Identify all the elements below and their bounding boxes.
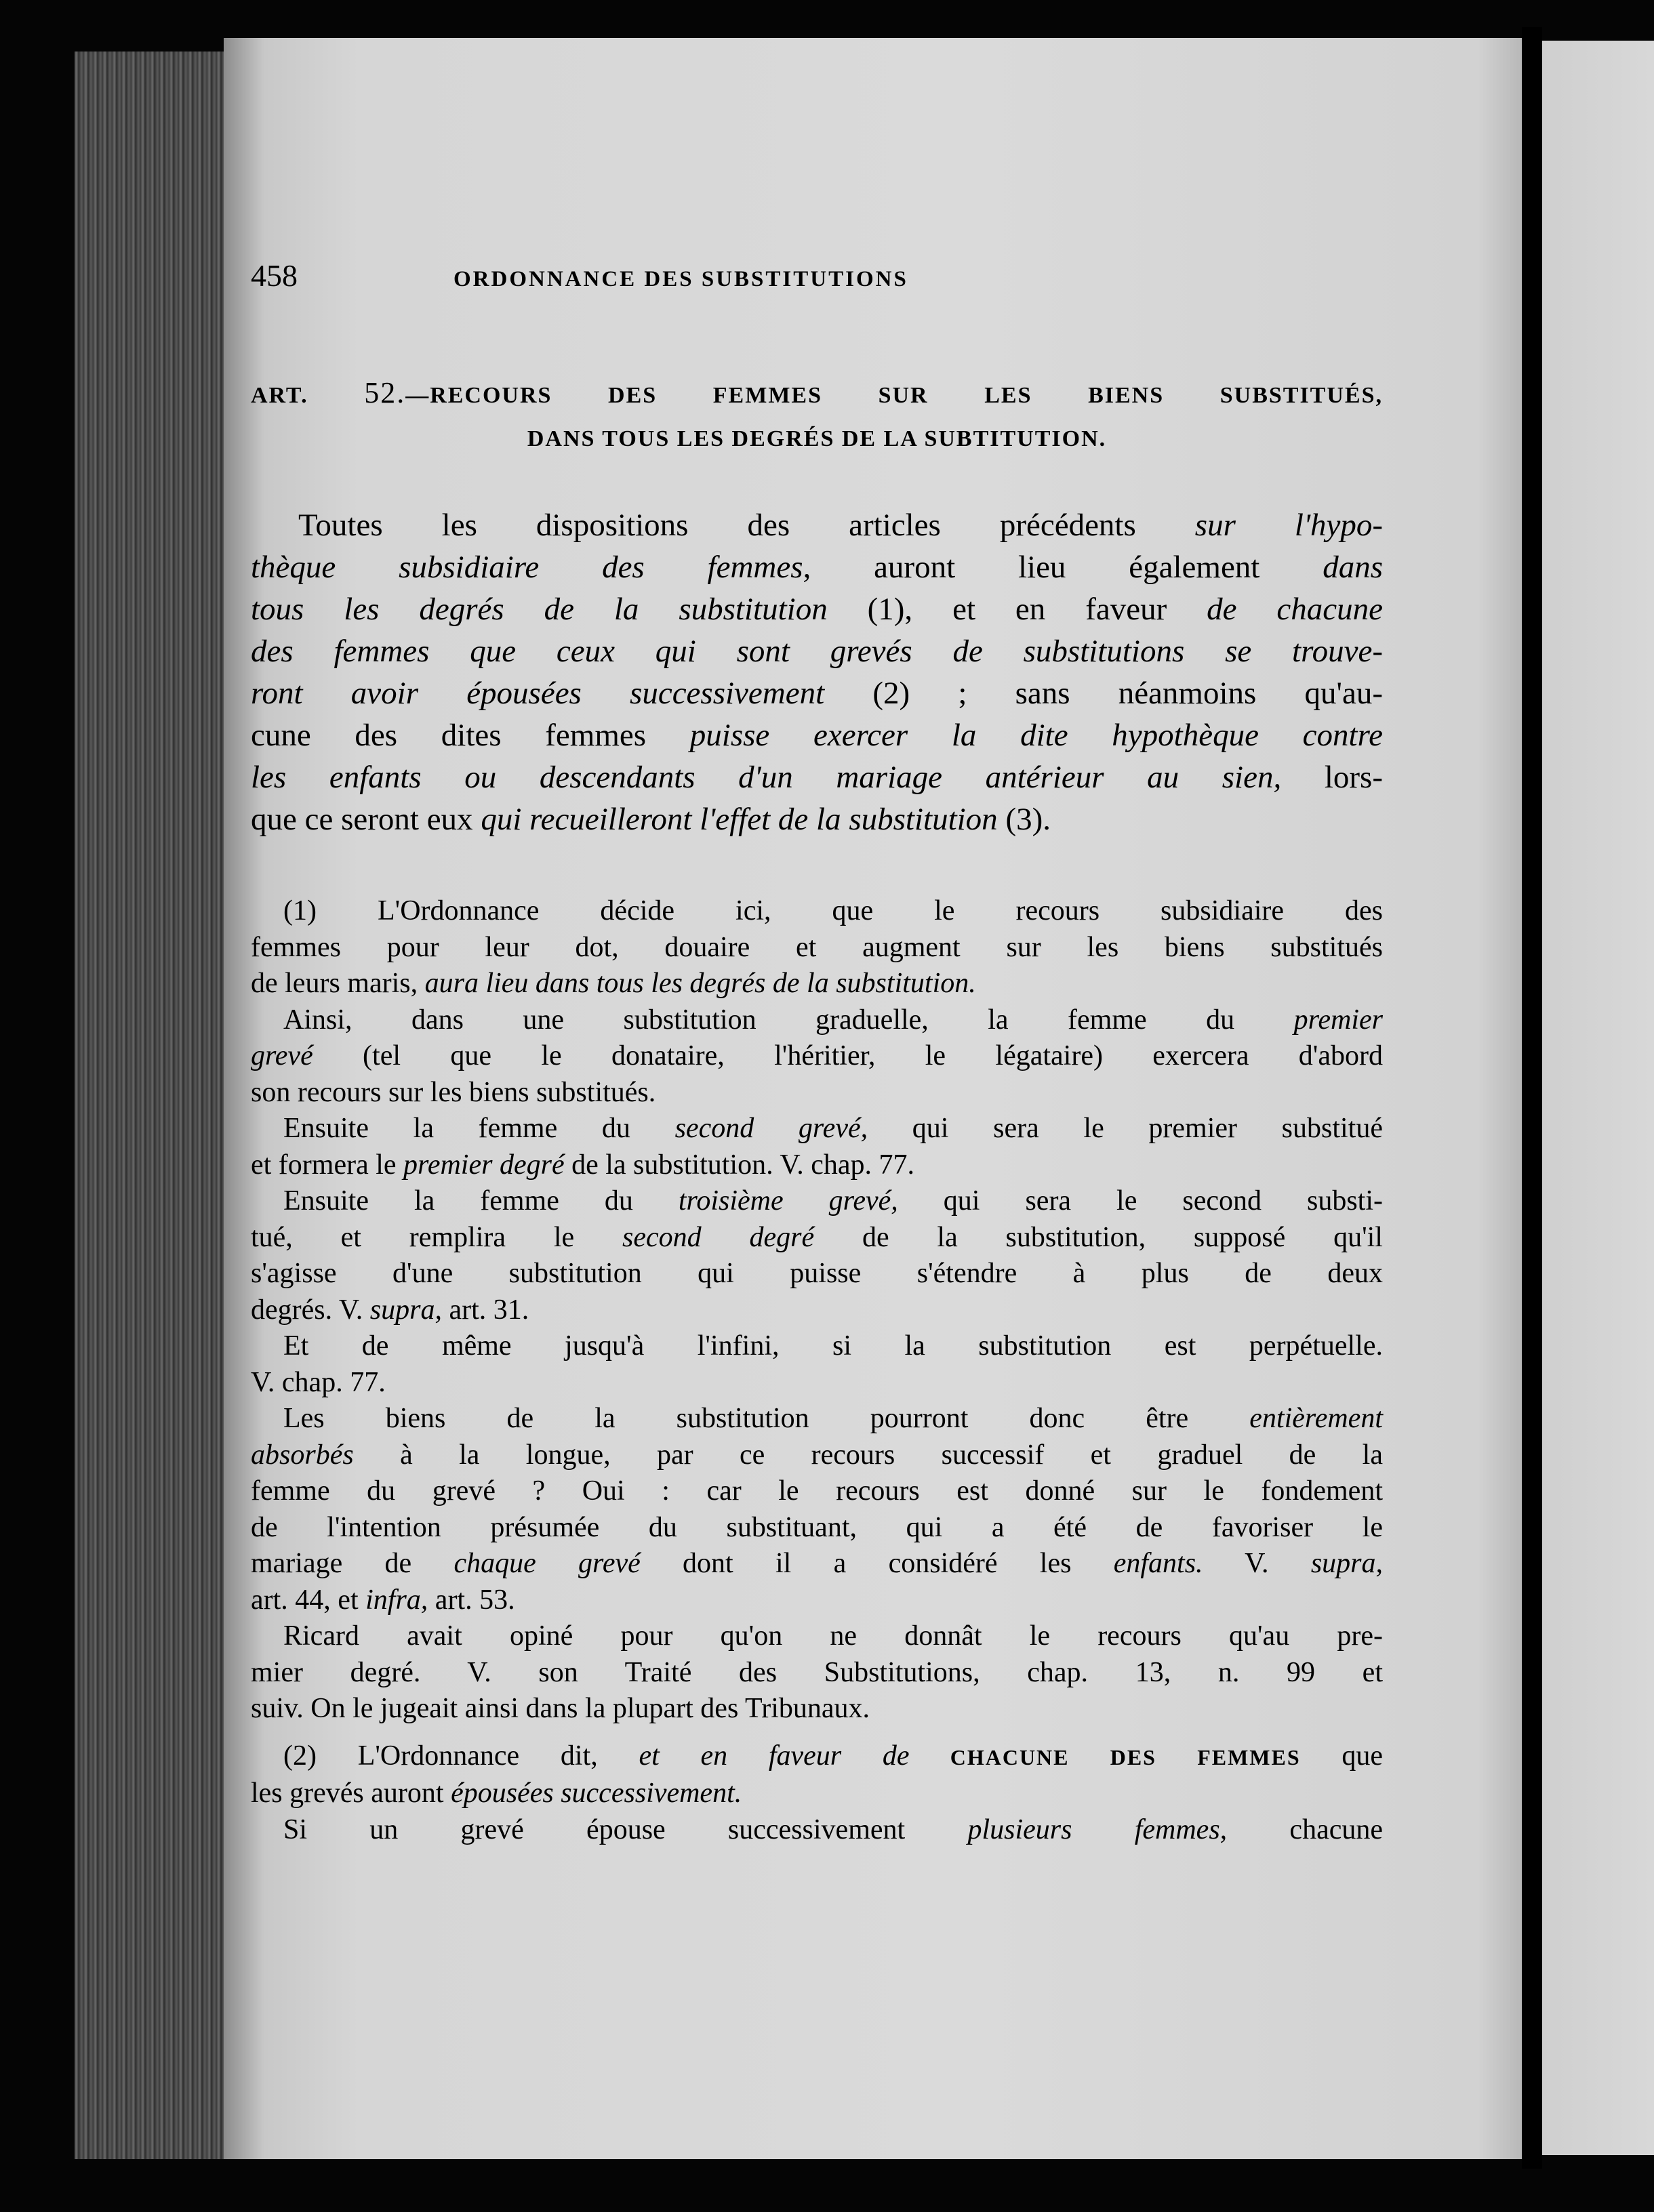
note-line: mier degré. V. son Traité des Substitutions, chap. 13, n. 99 et	[251, 1656, 1383, 1688]
text-span: de la substitution, supposé qu'il	[814, 1221, 1383, 1253]
italic-span: entièrement	[1249, 1403, 1383, 1434]
text-span: chacune	[1227, 1814, 1383, 1845]
page-number: 458	[251, 258, 298, 293]
text-span: Les biens de la substitution pourront donc être	[283, 1403, 1250, 1434]
text-span: (1), et en faveur	[827, 592, 1207, 627]
book-gutter	[1522, 27, 1542, 2169]
footnotes	[251, 893, 1383, 1848]
text-span: lors-	[1281, 760, 1384, 795]
italic-span: ront avoir épousées successivement	[251, 676, 825, 711]
note-line: de l'intention présumée du substituant, qui a été de favoriser le	[251, 1511, 1383, 1543]
italic-span: premier	[1293, 1004, 1383, 1036]
note-gap	[251, 1727, 1383, 1738]
text-line	[251, 546, 1383, 588]
italic-span: second degré	[622, 1221, 815, 1253]
text-span: mariage de	[251, 1548, 454, 1579]
italic-span: infra,	[365, 1584, 428, 1616]
note-line	[251, 1738, 1383, 1776]
text-span: (3).	[997, 802, 1051, 837]
note-line: Ricard avait opiné pour qu'on ne donnât le recours qu'au pre-	[283, 1620, 1383, 1652]
text-line	[251, 756, 1383, 798]
note-line	[251, 1183, 1383, 1220]
note-line: femme du grevé ? Oui : car le recours est donné sur le fondement	[251, 1475, 1383, 1507]
text-span: les grevés auront	[251, 1778, 451, 1809]
text-span: de leurs maris,	[251, 968, 425, 999]
text-span: V.	[1203, 1548, 1311, 1579]
text-span: degrés. V.	[251, 1294, 370, 1326]
note-line: son recours sur les biens substitués.	[251, 1076, 656, 1108]
italic-span: supra,	[1310, 1548, 1384, 1579]
note-line	[251, 1111, 1383, 1147]
italic-span: sur l'hypo-	[1194, 508, 1384, 543]
note-line	[251, 1038, 1383, 1075]
running-title: ORDONNANCE DES SUBSTITUTIONS	[453, 267, 908, 291]
italic-span: second grevé,	[674, 1113, 868, 1144]
note-line	[251, 1437, 1383, 1474]
text-span: tué, et remplira le	[251, 1221, 623, 1253]
note-line	[251, 1002, 1383, 1039]
small-caps-span: CHACUNE DES FEMMES	[909, 1744, 1301, 1769]
italic-span: des femmes que ceux qui sont grevés de substitutions se trouve-	[251, 634, 1383, 669]
text-span: et formera le	[251, 1149, 404, 1181]
text-span: art. 53.	[428, 1584, 515, 1616]
note-line	[251, 1401, 1383, 1437]
article-label: ART.	[251, 383, 308, 408]
note-line	[251, 1220, 1383, 1256]
note-line: suiv. On le jugeait ainsi dans la plupart des Tribunaux.	[251, 1693, 870, 1724]
text-span: Toutes les dispositions des articles précédents	[298, 508, 1195, 543]
text-span: qui sera le second substi-	[897, 1185, 1383, 1216]
italic-span: premier degré	[403, 1149, 565, 1181]
article-text	[251, 504, 1383, 840]
text-span: cune des dites femmes	[251, 718, 690, 753]
italic-span: enfants.	[1113, 1548, 1203, 1579]
italic-span: absorbés	[251, 1439, 354, 1471]
text-span: art. 31.	[441, 1294, 529, 1326]
text-span: Ainsi, dans une substitution graduelle, la femme du	[283, 1004, 1294, 1036]
book-page-edges	[75, 52, 237, 2159]
text-span: à la longue, par ce recours successif et graduel de la	[353, 1439, 1383, 1471]
note-line: (1) L'Ordonnance décide ici, que le recours subsidiaire des	[283, 895, 1383, 926]
text-span: Ensuite la femme du	[283, 1185, 679, 1216]
italic-span: plusieurs femmes,	[967, 1814, 1228, 1845]
text-span: art. 44, et	[251, 1584, 366, 1616]
text-span: (tel que le donataire, l'héritier, le légataire) exercera d'abord	[312, 1040, 1383, 1071]
text-span: dont il a considéré les	[640, 1548, 1114, 1579]
text-line	[251, 714, 1383, 756]
italic-span: thèque subsidiaire des femmes,	[251, 550, 811, 585]
note-line: V. chap. 77.	[251, 1366, 386, 1398]
article-title-line2: DANS TOUS LES DEGRÉS DE LA SUBTITUTION.	[527, 426, 1107, 451]
italic-span: les enfants ou descendants d'un mariage antérieur au sien,	[251, 760, 1282, 795]
text-span: (2) ; sans néanmoins qu'au-	[824, 676, 1383, 711]
text-span: Si un grevé épouse successivement	[283, 1814, 968, 1845]
facing-page-edge	[1542, 41, 1654, 2155]
text-span: (2) L'Ordonnance dit,	[283, 1740, 639, 1771]
italic-span: chaque grevé	[453, 1548, 641, 1579]
note-line	[251, 966, 1383, 1002]
text-line	[251, 672, 1383, 714]
text-line	[251, 588, 1383, 630]
article-heading	[251, 371, 1383, 461]
note-line	[251, 1546, 1383, 1582]
text-line	[251, 504, 1383, 546]
note-line	[251, 1147, 1383, 1184]
article-title-line1: —RECOURS DES FEMMES SUR LES BIENS SUBSTITUÉS,	[405, 383, 1384, 408]
note-line	[251, 1582, 1383, 1619]
text-span: de la substitution. V. chap. 77.	[564, 1149, 915, 1181]
italic-span: dans	[1323, 550, 1383, 585]
italic-span: tous les degrés de la substitution	[251, 592, 828, 627]
note-line	[251, 1292, 1383, 1329]
text-line	[251, 798, 1383, 840]
note-line	[251, 1776, 1383, 1812]
italic-span: aura lieu dans tous les degrés de la substitution.	[424, 968, 976, 999]
italic-span: qui recueilleront l'effet de la substitution	[481, 802, 998, 837]
italic-span: et en faveur de	[639, 1740, 910, 1771]
note-line: s'agisse d'une substitution qui puisse s'étendre à plus de deux	[251, 1258, 1383, 1289]
text-span: que ce seront eux	[251, 802, 481, 837]
italic-span: épousées successivement.	[451, 1778, 742, 1809]
note-line: femmes pour leur dot, douaire et augment sur les biens substitués	[251, 931, 1383, 963]
text-line	[251, 630, 1383, 672]
italic-span: troisième grevé,	[678, 1185, 898, 1216]
italic-span: puisse exercer la dite hypothèque contre	[689, 718, 1383, 753]
text-span: auront lieu également	[811, 550, 1323, 585]
text-span: Ensuite la femme du	[283, 1113, 675, 1144]
italic-span: grevé	[251, 1040, 313, 1071]
text-span: que	[1300, 1740, 1384, 1771]
note-line	[251, 1812, 1383, 1849]
italic-span: de chacune	[1207, 592, 1383, 627]
article-number: 52.	[364, 376, 406, 409]
italic-span: supra,	[369, 1294, 442, 1326]
note-line: Et de même jusqu'à l'infini, si la substitution est perpétuelle.	[283, 1330, 1383, 1361]
text-span: qui sera le premier substitué	[868, 1113, 1383, 1144]
article-heading-line1	[251, 371, 1383, 417]
running-head	[251, 258, 1173, 293]
